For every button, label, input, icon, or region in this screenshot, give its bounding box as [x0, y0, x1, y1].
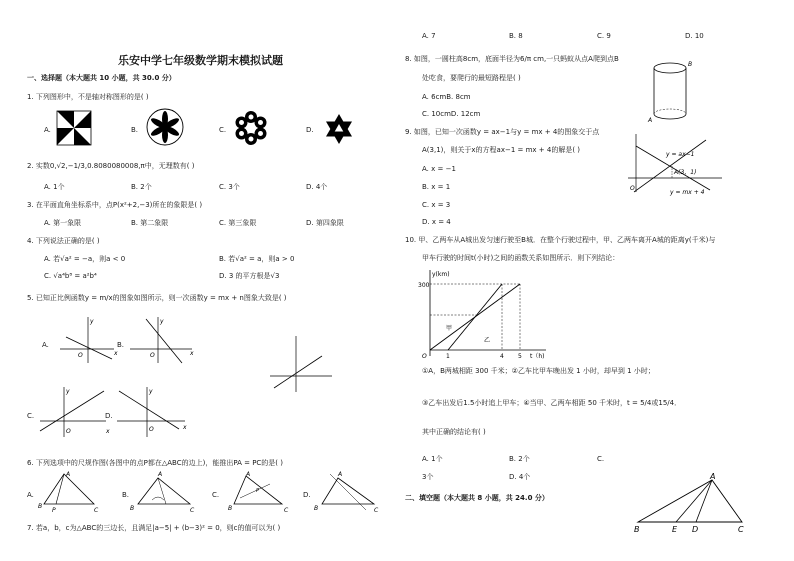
q10-origin-label: O [422, 353, 427, 360]
svg-text:y: y [66, 388, 70, 395]
q2-option-a: A. 1个 [44, 183, 65, 191]
svg-text:x: x [114, 350, 118, 357]
q6-triangle-a [38, 470, 102, 514]
page-title: 乐安中学七年级数学期末模拟试题 [118, 54, 283, 67]
q10-option-c: C. [597, 455, 605, 463]
svg-text:O: O [78, 352, 83, 359]
svg-text:P: P [52, 507, 56, 514]
q10-distance-time-graph [418, 266, 554, 360]
q8-options-cd: C. 10cmD. 12cm [422, 110, 481, 118]
section-fill-heading: 二、填空题（本大题共 8 小题，共 24.0 分） [405, 494, 549, 502]
svg-text:A: A [66, 471, 71, 478]
q5-option-d: D. [105, 412, 113, 420]
q6-option-a: A. [27, 491, 34, 499]
q3-stem: 3. 在平面直角坐标系中，点P(x²+2,−3)所在的象限是( ) [27, 201, 203, 209]
svg-text:y: y [160, 318, 164, 325]
q7-option-d: D. 10 [685, 32, 704, 40]
q8-options-ab: A. 6cmB. 8cm [422, 93, 471, 101]
svg-text:O: O [66, 428, 71, 435]
q3-option-d: D. 第四象限 [306, 219, 344, 227]
q5-graph-a [52, 315, 125, 365]
svg-text:x: x [106, 428, 110, 435]
q5-reference-graph [266, 334, 336, 394]
q9-intersection-label: A(3，1) [674, 169, 697, 176]
svg-text:B: B [130, 505, 135, 512]
svg-text:C: C [94, 507, 99, 514]
svg-text:A: A [648, 117, 653, 124]
q2-stem: 2. 实数0,√2,−1/3,0.8080080008,π中，无理数有( ) [27, 162, 195, 170]
q10-statement-1: ①A，B两城相距 300 千米；②乙车比甲车晚出发 1 小时，却早到 1 小时； [422, 367, 655, 375]
q7-option-b: B. 8 [509, 32, 523, 40]
q1-option-a: A. [44, 126, 51, 134]
q2-option-c: C. 3个 [219, 183, 240, 191]
q7-stem: 7. 若a，b，c为△ABC的三边长，且满足|a−5| + (b−3)² = 0，则c的值可以为( ) [27, 524, 281, 532]
q9-line-graph [626, 132, 726, 196]
svg-text:A: A [246, 471, 251, 478]
q10-option-b: B. 2个 [509, 455, 530, 463]
hexagram-figure [322, 112, 356, 146]
q10-option-c-value: 3个 [422, 473, 434, 481]
svg-text:x: x [183, 424, 187, 431]
q1-stem: 1. 下列图形中，不是轴对称图形的是( ) [27, 93, 149, 101]
q10-yi-label: 乙 [484, 337, 491, 344]
q9-stem-cont: A(3,1)，则关于x的方程ax−1 = mx + 4的解是( ) [422, 146, 581, 154]
q4-option-c: C. √a⁴b⁸ = a²b⁴ [44, 272, 97, 280]
svg-text:B: B [314, 505, 319, 512]
q2-option-d: D. 4个 [306, 183, 328, 191]
q6-option-b: B. [122, 491, 130, 499]
q10-y-300-label: 300 [418, 282, 430, 289]
triangle-abc-figure [630, 472, 750, 536]
svg-text:x: x [190, 350, 194, 357]
q9-stem: 9. 如图，已知一次函数y = ax−1与y = mx + 4的图象交于点 [405, 128, 600, 136]
q10-option-d: D. 4个 [509, 473, 531, 481]
q7-option-a: A. 7 [422, 32, 436, 40]
q4-stem: 4. 下列说法正确的是( ) [27, 237, 100, 245]
q10-x-axis-label: t（h) [530, 353, 545, 360]
q10-stem-cont: 甲车行驶的时间t(小时)之间的函数关系如图所示．则下列结论： [422, 254, 620, 262]
q3-option-a: A. 第一象限 [44, 219, 82, 227]
q8-stem: 8. 如图，一圆柱高8cm，底面半径为6/π cm,一只蚂蚁从点A爬到点B [405, 55, 619, 63]
q10-option-a: A. 1个 [422, 455, 443, 463]
point-e-label: E [672, 525, 678, 534]
q5-option-c: C. [27, 412, 35, 420]
svg-text:A: A [158, 471, 163, 478]
svg-text:B: B [38, 503, 43, 510]
q5-option-b: B. [117, 341, 125, 349]
q5-graph-d [113, 385, 189, 439]
cylinder-figure [646, 58, 696, 124]
q6-option-c: C. [212, 491, 220, 499]
q4-option-a: A. 若√a² = −a，则a < 0 [44, 255, 126, 263]
q6-triangle-c [226, 470, 294, 514]
q9-option-b: B. x = 1 [422, 183, 451, 191]
q4-option-d: D. 3 的平方根是√3 [219, 272, 280, 280]
q5-option-a: A. [42, 341, 49, 349]
vertex-c-label: C [738, 525, 744, 534]
q10-x5-label: 5 [518, 353, 522, 360]
q9-option-a: A. x = −1 [422, 165, 456, 173]
q5-graph-b [126, 315, 196, 365]
q10-question: 其中正确的结论有( ) [422, 428, 486, 436]
q7-option-c: C. 9 [597, 32, 611, 40]
q1-option-b: B. [131, 126, 139, 134]
q10-x1-label: 1 [446, 353, 450, 360]
q8-stem-cont: 处吃食，要爬行的最短路程是( ) [422, 74, 521, 82]
svg-text:O: O [150, 352, 155, 359]
pinwheel-figure [56, 110, 92, 146]
vertex-b-label: B [634, 525, 640, 534]
q10-x4-label: 4 [500, 353, 504, 360]
vertex-a-label: A [710, 472, 716, 481]
svg-text:O: O [149, 426, 154, 433]
q1-option-c: C. [219, 126, 227, 134]
q9-option-c: C. x = 3 [422, 201, 451, 209]
q5-stem: 5. 已知正比例函数y = m/x的图象如图所示，则一次函数y = mx + n图象大致是( ) [27, 294, 287, 302]
svg-text:C: C [190, 507, 195, 514]
svg-text:P: P [256, 488, 260, 494]
q1-option-d: D. [306, 126, 314, 134]
svg-text:B: B [688, 61, 693, 68]
q10-y-axis-label: y(km) [432, 271, 450, 278]
q6-option-d: D. [303, 491, 311, 499]
q10-statement-2: ③乙车出发后1.5小时追上甲车；④当甲、乙两车相距 50 千米时，t = 5/4或15/4． [422, 399, 682, 407]
flower-figure [146, 108, 184, 146]
q6-triangle-d [314, 470, 384, 514]
svg-text:A: A [338, 471, 343, 478]
svg-text:y: y [90, 318, 94, 325]
q5-graph-c [36, 385, 112, 439]
svg-text:C: C [284, 507, 289, 514]
q10-stem: 10. 甲、乙两车从A城出发匀速行驶至B城．在整个行驶过程中，甲、乙两车离开A城的距离y(千米)与 [405, 236, 716, 244]
q3-option-c: C. 第三象限 [219, 219, 257, 227]
q10-jia-label: 甲 [446, 325, 453, 332]
section-choice-heading: 一、选择题（本大题共 10 小题，共 30.0 分） [27, 74, 176, 82]
q9-line2-label: y = mx + 4 [670, 189, 705, 196]
q9-line1-label: y = ax−1 [666, 151, 695, 158]
svg-text:B: B [228, 505, 233, 512]
point-d-label: D [692, 525, 699, 534]
svg-text:C: C [374, 507, 379, 514]
hexagon-ring-figure [233, 110, 269, 146]
svg-text:y: y [149, 388, 153, 395]
q2-option-b: B. 2个 [131, 183, 152, 191]
q3-option-b: B. 第二象限 [131, 219, 169, 227]
q9-option-d: D. x = 4 [422, 218, 451, 226]
svg-text:O: O [630, 185, 635, 192]
q6-stem: 6. 下列选项中的尺规作图(各图中的点P都在△ABC的边上)，能推出PA = PC的是( ) [27, 459, 283, 467]
q6-triangle-b [130, 470, 198, 514]
q4-option-b: B. 若√a² = a，则a > 0 [219, 255, 295, 263]
